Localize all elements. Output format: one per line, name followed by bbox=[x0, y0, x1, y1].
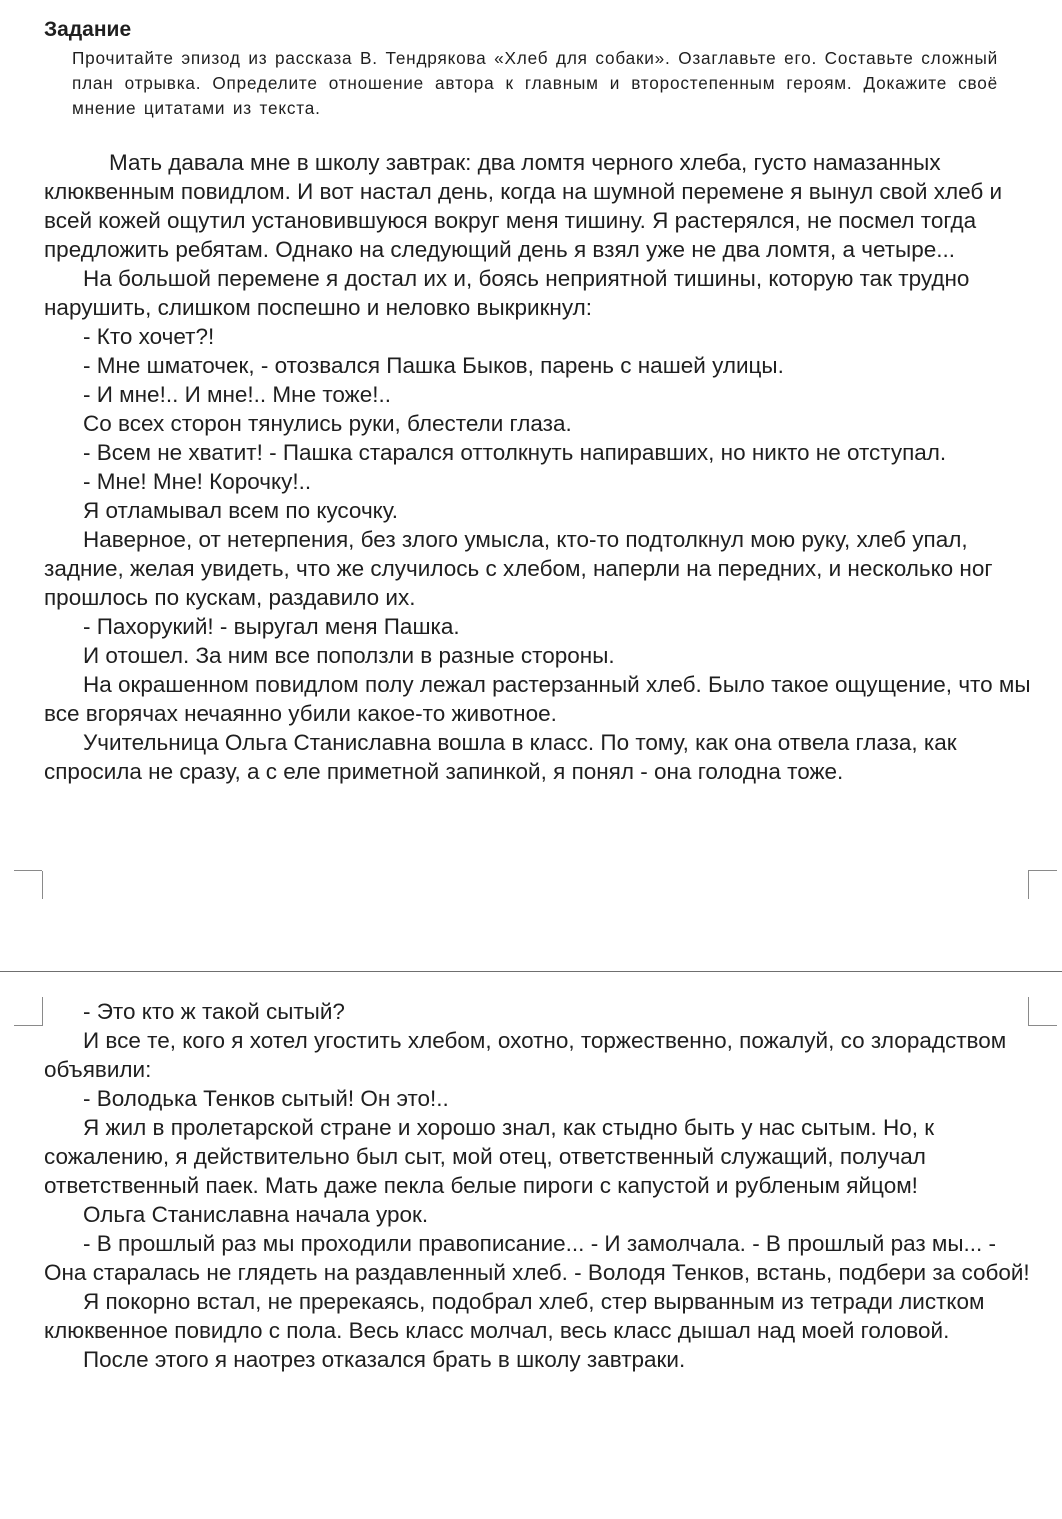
story-dialogue-line: - Мне! Мне! Корочку!.. bbox=[83, 469, 312, 494]
story-text-part-2 bbox=[44, 997, 1034, 1374]
story-paragraph: И отошел. За ним все поползли в разные стороны. bbox=[83, 643, 615, 668]
page-break-divider bbox=[0, 971, 1062, 972]
story-paragraph: Я отламывал всем по кусочку. bbox=[83, 498, 399, 523]
story-paragraph: На большой перемене я достал их и, боясь неприятной тишины, которую так трудно нарушить, слишком поспешно и неловко выкрикнул: bbox=[44, 266, 970, 320]
story-dialogue-line: - Это кто ж такой сытый? bbox=[83, 999, 345, 1024]
story-paragraph: Я покорно встал, не пререкаясь, подобрал хлеб, стер вырванным из тетради листком клюквенное повидло с пола. Весь класс молчал, весь класс дышал над моей головой. bbox=[44, 1289, 985, 1343]
story-dialogue-line: - Мне шматочек, - отозвался Пашка Быков, парень с нашей улицы. bbox=[83, 353, 784, 378]
story-paragraph: Я жил в пролетарской стране и хорошо знал, как стыдно быть у нас сытым. Но, к сожалению, я действительно был сыт, мой отец, ответственный служащий, получал ответственный паек. Мать даже пекла белые пироги с капустой и рубленым яйцом! bbox=[44, 1115, 935, 1198]
document-page-2 bbox=[0, 973, 1062, 1519]
page-corner-mark-bottom-right bbox=[1028, 870, 1057, 899]
story-paragraph: Мать давала мне в школу завтрак: два ломтя черного хлеба, густо намазанных клюквенным повидлом. И вот настал день, когда на шумной перемене я вынул свой хлеб и всей кожей ощутил установившуюся вокруг меня тишину. Я растерялся, не посмел тогда предложить ребятам. Однако на следующий день я взял уже не два ломтя, а четыре... bbox=[44, 150, 1003, 262]
page-corner-mark-top-left bbox=[14, 997, 43, 1026]
page-corner-mark-bottom-left bbox=[14, 870, 42, 899]
story-paragraph: Со всех сторон тянулись руки, блестели глаза. bbox=[83, 411, 572, 436]
story-dialogue-line: - В прошлый раз мы проходили правописание... - И замолчала. - В прошлый раз мы... - Она старалась не глядеть на раздавленный хлеб. - Володя Тенков, встань, подбери за собой! bbox=[44, 1231, 1030, 1285]
task-heading: Задание bbox=[44, 18, 132, 41]
story-text-part-1 bbox=[44, 148, 1034, 786]
story-dialogue-line: - Пахорукий! - выругал меня Пашка. bbox=[83, 614, 460, 639]
story-paragraph: Ольга Станиславна начала урок. bbox=[83, 1202, 429, 1227]
story-dialogue-line: - И мне!.. И мне!.. Мне тоже!.. bbox=[83, 382, 391, 407]
story-dialogue-line: - Всем не хватит! - Пашка старался оттолкнуть напиравших, но никто не отступал. bbox=[83, 440, 947, 465]
story-dialogue-line: - Кто хочет?! bbox=[83, 324, 215, 349]
story-paragraph: И все те, кого я хотел угостить хлебом, охотно, торжественно, пожалуй, со злорадством объявили: bbox=[44, 1028, 1007, 1082]
story-paragraph: Учительница Ольга Станиславна вошла в класс. По тому, как она отвела глаза, как спросила не сразу, а с еле приметной запинкой, я понял - она голодна тоже. bbox=[44, 730, 957, 784]
story-paragraph: Наверное, от нетерпения, без злого умысла, кто-то подтолкнул мою руку, хлеб упал, задние, желая увидеть, что же случилось с хлебом, наперли на передних, и несколько ног прошлось по кускам, раздавило их. bbox=[44, 527, 993, 610]
task-instructions: Прочитайте эпизод из рассказа В. Тендрякова «Хлеб для собаки». Озаглавьте его. Составьте сложный план отрывка. Определите отношение автора к главным и второстепенным героям. Докажите своё мнение цитатами из текста. bbox=[72, 48, 998, 118]
story-paragraph: На окрашенном повидлом полу лежал растерзанный хлеб. Было такое ощущение, что мы все вгорячах нечаянно убили какое-то животное. bbox=[44, 672, 1031, 726]
story-paragraph: После этого я наотрез отказался брать в школу завтраки. bbox=[83, 1347, 686, 1372]
story-dialogue-line: - Володька Тенков сытый! Он это!.. bbox=[83, 1086, 449, 1111]
